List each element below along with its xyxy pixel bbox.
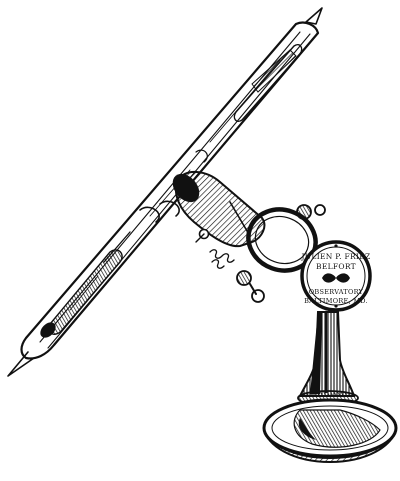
thermometer-tube xyxy=(8,8,322,376)
plate-text-maker: JULIEN P. FRIEZ xyxy=(301,252,371,261)
plate-text-belfort: BELFORT xyxy=(316,262,356,271)
tube-clamp xyxy=(167,169,264,269)
maker-plate xyxy=(301,242,371,310)
plate-text-observatory: OBSERVATORY xyxy=(308,288,364,296)
stand-column xyxy=(298,312,358,405)
plate-text-city: BALTIMORE, MD. xyxy=(304,297,368,305)
stand-base xyxy=(264,400,396,462)
